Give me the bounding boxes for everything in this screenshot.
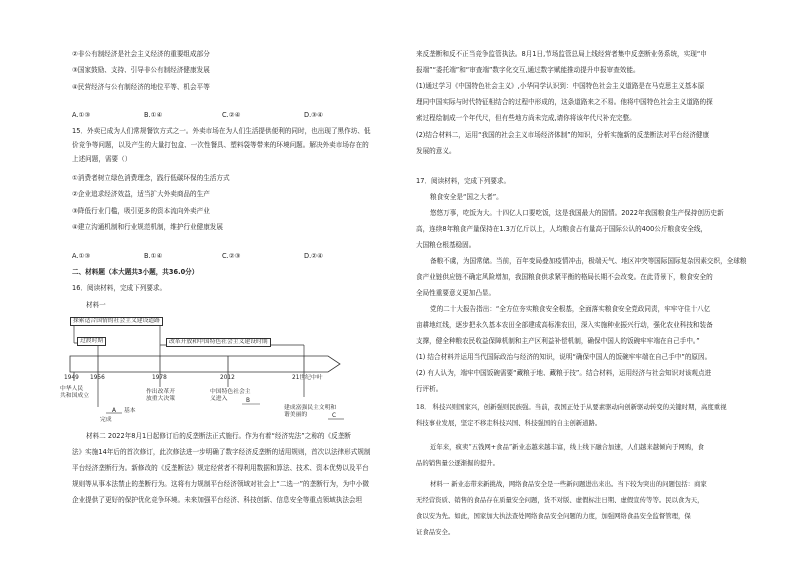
material-2-line-4: 规则等从事本法禁止的垄断行为。这将有力规制平台经济领域对社会上“二选一”的垄断行为，为中小微 xyxy=(72,480,369,488)
q14-item-2: ②非公有制经济是社会主义经济的重要组成部分 xyxy=(72,50,210,58)
q14-option-d[interactable]: D.③④ xyxy=(304,111,323,119)
q16-sub-2-line-1: (2)结合材料二，运用“我国的社会主义市场经济体制”的知识，分析实施新的反垄断法对平台经济健康 xyxy=(416,131,710,139)
q14-option-c[interactable]: C.②④ xyxy=(222,111,241,119)
strong-country-label: 建成富强民主文明和 谐美丽的 xyxy=(284,405,337,418)
completed-label: 完成 xyxy=(100,417,112,423)
reform-period-box: 改革开放和中国特色社会主义建设时期 xyxy=(166,338,271,347)
material-2-line-5: 企业提供了更好的保护优化竞争环境。未来加强平台经济、科技创新、信息安全等重点领域执法会坦 xyxy=(72,496,363,504)
blank-b: B xyxy=(246,398,250,404)
q15-option-c[interactable]: C.②③ xyxy=(222,252,241,260)
year-2012: 2012 xyxy=(220,375,235,381)
q14-option-a[interactable]: A.①③ xyxy=(72,111,91,119)
q16-sub-1-line-1: (1)通过学习《中国特色社会主义》,小华同学认识到：中国特色社会主义道路是在马克思主义基本原 xyxy=(416,82,705,90)
q17-line-4: 大国粮仓根基稳固。 xyxy=(416,241,476,249)
material-2-line-2: 法》实施14年后的首次修订，此次修法进一步明确了数字经济反垄断的适用规则，首次以法律形式规制 xyxy=(72,448,371,456)
q17-line-1: 粮食安全是“国之大者”。 xyxy=(430,193,503,201)
q18-material-1-line-1: 材料一 新业态带来新挑战，网络食品安全是一些新问题进出来出。当下较为突出的问题包括：商家 xyxy=(430,480,707,488)
q15-stem-1: 15．外卖已成为人们常规餐饮方式之一。外卖市场在为人们生活提供便利的同时，也出现了黑作坊、低 xyxy=(72,127,371,135)
m2-cont-2: 报端”“委托端”和“审查端”数字化交互,通过数字赋能推动提升申报审查效能。 xyxy=(416,66,640,74)
q17-line-5: 备粮不虞，为国常储。当前，百年变局叠加疫情冲击，极端天气、地区冲突等国际国际复杂因素交织，全球粮 xyxy=(430,257,747,265)
q15-option-d[interactable]: D.②④ xyxy=(304,252,323,260)
new-era-label: 中国特色社会主 义进入 xyxy=(210,389,251,402)
year-mid-century: 21世纪中叶 xyxy=(292,375,323,381)
q15-stem-3: 上述问题，需要（） xyxy=(72,155,132,163)
q17-line-10: 支撑，健全种粮农民收益保障机制和主产区利益补偿机制，确保中国人的饭碗牢牢端在自己手中。” xyxy=(416,337,700,345)
timeline-diagram xyxy=(60,313,360,435)
q17-line-8: 党的二十大报告指出：“全方位夯实粮食安全根基，全面落实粮食安全党政同责，牢牢守住十八亿 xyxy=(430,305,711,313)
q17-line-7: 全局性重要意义更加凸显。 xyxy=(416,289,496,297)
q17-stem: 17．阅读材料，完成下列要求。 xyxy=(416,177,511,185)
q18-material-1-line-2: 无经营资质、销售的食品存在质量安全问题，货不对版、虚假标注日期、虚假宣传等等。民以食为天， xyxy=(416,496,704,504)
q15-stem-2: 价竞争等问题，以及产生的大量打包盒、一次性餐具、塑料袋等带来的环境问题。解决外卖市场存在的 xyxy=(72,141,369,149)
q17-sub-2-line-2: 行评析。 xyxy=(416,385,443,393)
q14-option-b[interactable]: B.①④ xyxy=(144,111,163,119)
q18-line-2: 科技事业发展，坚定不移走科技兴国、科技强国的自主创新道路。 xyxy=(416,419,602,427)
q14-item-3: ③国家鼓励、支持、引导非公有制经济健康发展 xyxy=(72,66,210,74)
q18-line-3: 近年来，疯卖“五钱网+食品”新业态越来越丰富，线上线下融合加速，人们越来越倾向于网购，食 xyxy=(430,443,704,451)
q14-item-4: ④民营经济与公有制经济的地位平等、机会平等 xyxy=(72,83,210,91)
year-1949: 1949 xyxy=(64,375,79,381)
q17-line-3: 高，连续8年粮食产量保持在1.3万亿斤以上，人均粮食占有量高于国际公认的400公斤粮食安全线， xyxy=(416,225,708,233)
m2-cont-1: 来反垄断和反不正当竞争监管执法。8月1日,节场监管总局上线经营者集中反垄断业务系统，实现“申 xyxy=(416,50,707,58)
reform-decision-label: 作出改革开 放重大决策 xyxy=(146,389,175,402)
q18-line-1: 18． 科技兴则国家兴，创新强则民族强。当前，我国正处于从要素驱动向创新驱动转变的关键时期，高度重视 xyxy=(416,403,727,411)
founding-label: 中华人民 共和国成立 xyxy=(60,386,89,399)
q17-sub-2-line-1: (2) 有人认为，端牢中国饭碗需要“藏粮于地、藏粮于技”。结合材料，运用经济与社会知识对该观点进 xyxy=(416,369,712,377)
year-1978: 1978 xyxy=(152,375,167,381)
q15-item-1: ①消费者树立绿色消费理念，践行低碳环保的生活方式 xyxy=(72,174,230,182)
year-1956: 1956 xyxy=(90,375,105,381)
q16-sub-1-line-2: 理同中国实际与时代特征相结合的过程中形成的，这条道路来之不易。他将中国特色社会主义道路的探 xyxy=(416,98,713,106)
q16-stem: 16．阅读材料，完成下列要求。 xyxy=(72,284,167,292)
basic-label: 基本 xyxy=(124,408,136,414)
q16-sub-1-line-3: 索过程绘制成一个年代尺，但有些地方尚未完成,请你将该年代尺补充完整。 xyxy=(416,114,636,122)
exploring-period-box: 探索适合国情的社会主义建设道路 xyxy=(70,317,163,326)
q17-line-6: 食产业链供应链不确定风险增加，我国粮食供求紧平衡的格局长期不会改变。在此背景下，粮食安全的 xyxy=(416,273,713,281)
q15-option-b[interactable]: B.①④ xyxy=(144,252,163,260)
material-2-line-1: 材料二 2022年8月1日起修订后的反垄断法正式施行。作为有着“经济宪法”之称的《反垄断 xyxy=(86,432,351,440)
q15-item-2: ②企业追求经济效益，适当扩大外卖商品的生产 xyxy=(72,190,210,198)
material-1-label: 材料一 xyxy=(86,301,106,309)
q18-line-4: 品的销售量公逐渐掘的提升。 xyxy=(416,459,500,467)
q17-line-2: 悠悠万事，吃饭为大。十四亿人口要吃饭，这是我国最大的国情。2022年我国粮食生产保持创历史新 xyxy=(430,209,724,217)
q18-material-1-line-4: 证食品安全。 xyxy=(416,528,455,536)
blank-a: A xyxy=(112,408,116,414)
q15-item-3: ③降低行业门槛，吸引更多的资本流向外卖产业 xyxy=(72,207,210,215)
q15-item-4: ④建立沟通机制和行业规范机制，维护行业健康发展 xyxy=(72,223,223,231)
q17-sub-1: (1) 结合材料并运用当代国际政治与经济的知识，说明“确保中国人的饭碗牢牢端在自己手中”的原因。 xyxy=(416,353,712,361)
transition-period-box: 过渡时期 xyxy=(77,337,106,346)
q17-line-9: 亩耕地红线，逐步把永久基本农田全部建成高标准农田，深入实施种业振兴行动，强化农业科技和装备 xyxy=(416,321,713,329)
blank-c: C xyxy=(332,413,337,419)
q15-option-a[interactable]: A.①③ xyxy=(72,252,91,260)
q18-material-1-line-3: 食以安为先。如此，国家加大执法查处网络食品安全问题的力度，加强网络食品安全监督管理，保 xyxy=(416,512,691,520)
material-2-line-3: 平台经济垄断行为。新修改的《反垄断法》规定经营者不得利用数据和算法、技术、资本优势以及平台 xyxy=(72,464,369,472)
q16-sub-2-line-2: 发展的意义。 xyxy=(416,147,456,155)
section-2-title: 二、材料题（本大题共3小题，共36.0分） xyxy=(72,268,199,276)
